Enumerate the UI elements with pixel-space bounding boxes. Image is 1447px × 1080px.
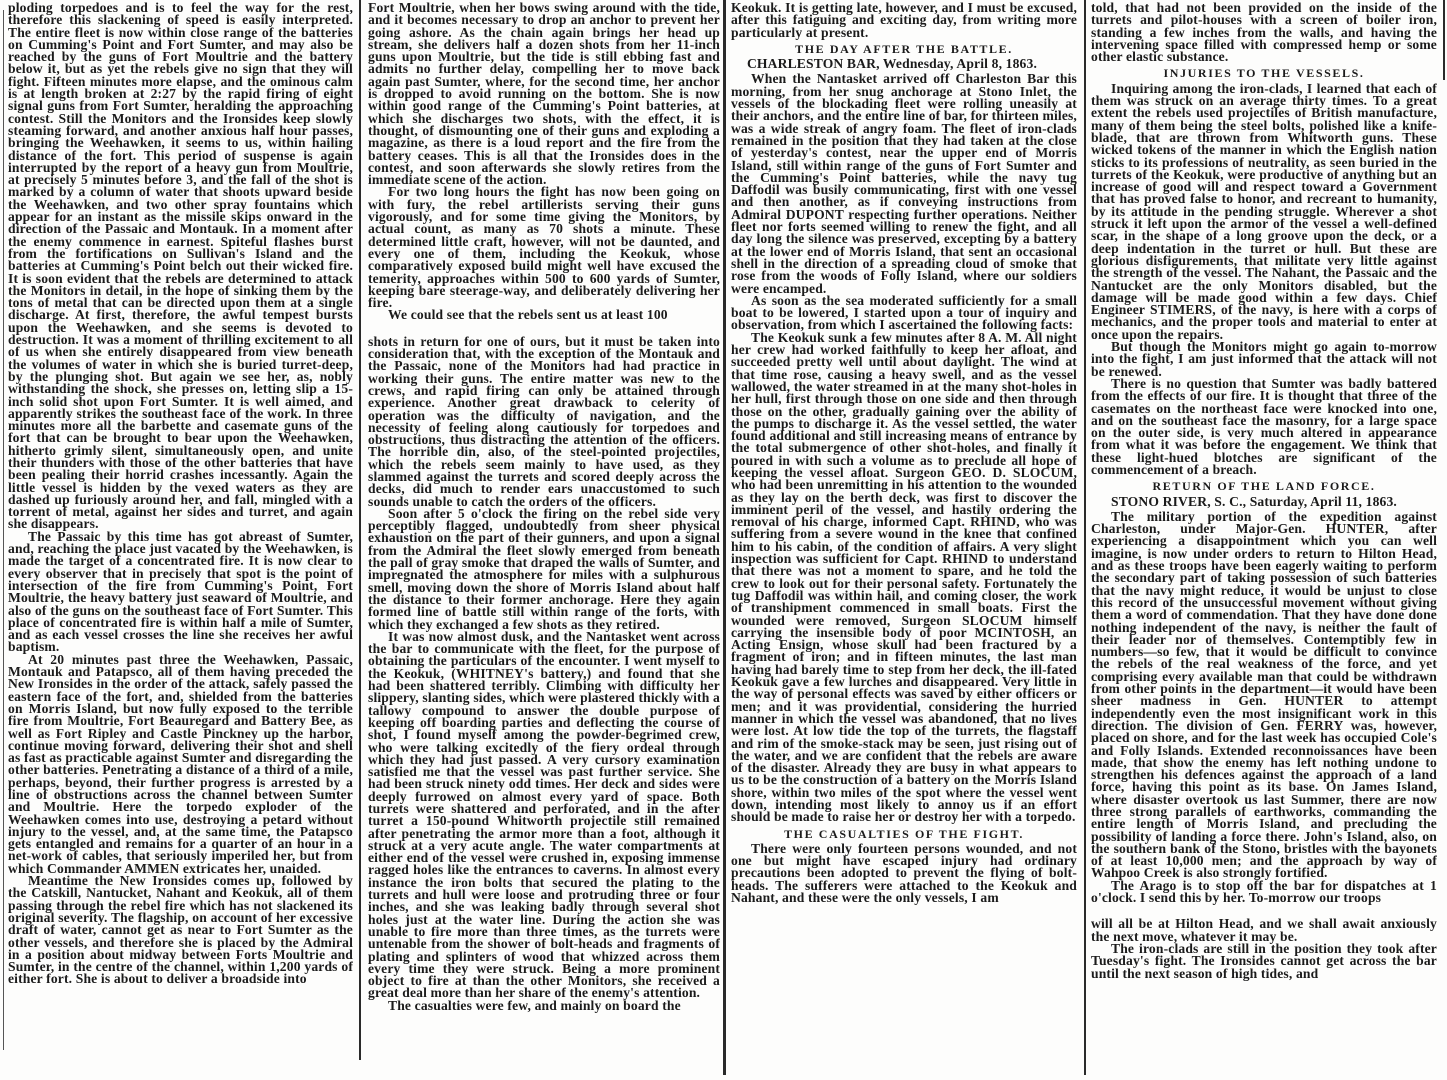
article-paragraph: The Passaic by this time has got abreast of Sumter, and, reaching the place just vacated by the Weehawken, is made the target of a concentrated fire. It is now clear to every observer that in precisely that spot is the point of intersection of the fire from Cumming's Point, Fort Moultrie, the heavy battery just seaward of Moultrie, and also of the guns on the southeast face of Fort Sumter. This place of concentrated fire is within half a mile of Sumter, and as each vessel crosses the line she receives her awful baptism. xyxy=(8,528,353,655)
article-paragraph: The casualties were few, and mainly on board the xyxy=(388,997,681,1013)
column-rule-1 xyxy=(359,0,361,1060)
column-rule-right xyxy=(1443,0,1445,80)
section-heading: THE DAY AFTER THE BATTLE. xyxy=(795,41,1013,56)
article-paragraph: At 20 minutes past three the Weehawken, Passaic, Montauk and Patapsco, all of them having preceded the New Ironsides in the order of the attack, safely passed the eastern face of the fort, and, shielded from the batteries on Morris Island, but now fully exposed to the terrible fire from Moultrie, Fort Beauregard and Battery Bee, as well as Fort Ripley and Castle Pinckney up the harbor, continue moving forward, delivering their shot and shell as fast as practicable against Sumter and disregarding the other batteries. Penetrating a distance of a third of a mile, perhaps, beyond, their further progress is arrested by a line of obstructions across the channel between Sumter and Moultrie. Here the torpedo exploder of the Weehawken comes into use, destroying a petard without injury to the vessel, and, at the same time, the Patapsco gets entangled and remains for a quarter of an hour in a net-work of cables, that seriously imperiled her, but from which Commander AMMEN extricates her, unaided. xyxy=(8,651,353,876)
article-paragraph: When the Nantasket arrived off Charleston Bar this morning, from her snug anchorage at Stono Inlet, the vessels of the blockading fleet were rolling uneasily at their anchors, and the entire line of bar, for thirteen miles, was a wide streak of angry foam. The fleet of iron-clads remained in the position that they had taken at the close of yesterday's contest, near the upper end of Morris Island, still within range of the guns of Fort Sumter and the Cumming's Point batteries, while the navy tug Daffodil was busily communicating, first with one vessel and then another, as if conveying instructions from Admiral DUPONT respecting further operations. Neither fleet nor forts seemed willing to renew the fight, and all day long the silence was preserved, excepting by a battery at the lower end of Morris Island, that sent an occasional shell in the direction of a spreading cloud of smoke that rose from the woods of Folly Island, where our soldiers were encamped. xyxy=(731,71,1077,296)
article-paragraph: The Keokuk sunk a few minutes after 8 A. M. All night her crew had worked faithfully to keep her afloat, and succeeded pretty well until about daylight. The wind at that time rose, causing a heavy swell, and as the vessel wallowed, the water streamed in at the many shot-holes in her hull, first through those on one side and then through those on the other, gradually gaining over the ability of the pumps to discharge it. As the vessel settled, the water found additional and still increasing means of entrance by the total submergence of other shot-holes, and finally it poured in with such a volume as to preclude all hope of keeping the vessel afloat. Surgeon GEO. D. SLOCUM, who had been unremitting in his attention to the wounded as they lay on the berth deck, was first to discover the imminent peril of the vessel, and hastily ordering the removal of his charge, informed Capt. RHIND, who was suffering from a severe wound in the knee that confined him to his cabin, of the condition of affairs. A very slight inspection was sufficient for Capt. RHIND to understand that there was not a moment to spare, and he told the crew to look out for their personal safety. Fortunately the tug Daffodil was within hail, and coming closer, the work of transhipment commenced in small boats. First the wounded were removed, Surgeon SLOCUM himself carrying the insensible body of poor MCINTOSH, an Acting Ensign, whose skull had been fractured by a fragment of iron; and in fifteen minutes, the last man having had barely time to step from her deck, the ill-fated Keokuk gave a few lurches and disappeared. Very little in the way of personal effects was saved by either officers or men; and it was providential, considering the hurried manner in which the vessel was abandoned, that no lives were lost. At low tide the top of the turrets, the flagstaff and rim of the smoke-stack may be seen, just rising out of the water, and we are confident that the rebels are aware of the disaster. Already they are busy in what appears to us to be the construction of a battery on the Morris Island shore, within two miles of the spot where the vessel went down, intending most likely to annoy us if an effort should be made to raise her or destroy her with a torpedo. xyxy=(731,329,1077,825)
article-paragraph: shots in return for one of ours, but it must be taken into consideration that, with the exception of the Montauk and the Passaic, none of the Monitors had had practice in working their guns. The entire matter was new to the crews, and rapid firing can only be attained through experience. Another great drawback to celerity of operation was the difficulty of navigation, and the necessity of feeling along cautiously for torpedoes and obstructions, thus distracting the attention of the officers. The horrible din, also, of the steel-pointed projectiles, which the rebels seem mainly to have used, as they slammed against the turrets and scored deeply across the decks, did much to render ears unaccustomed to such sounds unable to catch the orders of the officers. xyxy=(368,333,720,509)
article-paragraph: There is no question that Sumter was badly battered from the effects of our fire. It is thought that three of the casemates on the northeast face were knocked into one, and on the southeast face the masonry, for a large space on the outer side, is very much altered in appearance from what it was before the engagement. We think that these light-hued blotches are significant of the commencement of a breach. xyxy=(1091,375,1437,477)
article-paragraph: Soon after 5 o'clock the firing on the rebel side very perceptibly flagged, undoubtedly from sheer physical exhaustion on the part of their gunners, and upon a signal from the Admiral the fleet slowly emerged from beneath the pall of gray smoke that draped the walls of Sumter, and impregnated the atmosphere for miles with a sulphurous smell, moving down the shore of Morris Island about half the distance to their former anchorage. Here they again formed line of battle still within range of the forts, with which they exchanged a few shots as they retired. xyxy=(368,505,720,632)
column-4 xyxy=(1091,2,1437,1080)
dateline: STONO RIVER, S. C., Saturday, April 11, 1863. xyxy=(1111,493,1397,509)
article-paragraph: It was now almost dusk, and the Nantasket went across the bar to communicate with the fleet, for the purpose of obtaining the particulars of the encounter. I went myself to the Keokuk, (WHITNEY's battery,) and found that she had been shattered terribly. Climbing with difficulty her slippery, slanting sides, which were plastered thickly with a tallowy compound to answer the double purpose of keeping off boarding parties and deflecting the course of shot, I found myself among the powder-begrimed crew, who were talking excitedly of the fiery ordeal through which they had just passed. A very cursory examination satisfied me that the vessel was past further service. She had been struck ninety odd times. Her deck and sides were deeply furrowed on almost every yard of space. Both turrets were shattered and perforated, and in the after turret a 150-pound Whitworth projectile still remained after penetrating the armor more than a foot, although it struck at a very acute angle. The water compartments at either end of the vessel were crushed in, exposing immense ragged holes like the entrances to caverns. In almost every instance the iron bolts that secured the plating to the turrets and hull were loose and protruding three or four inches, and she was leaking badly through several shot holes just at the water line. During the action she was unable to fire more than three times, as the turrets were untenable from the shower of bolt-heads and fragments of plating and splinters of wood that whizzed across them every time they were struck. Being a more prominent object to fire at than the other Monitors, she received a great deal more than her share of the enemy's attention. xyxy=(368,628,720,1001)
column-rule-left xyxy=(3,10,4,1050)
column-1 xyxy=(8,2,353,1080)
article-paragraph: Inquiring among the iron-clads, I learned that each of them was struck on an average thirty times. To a great extent the rebels used projectiles of British manufacture, many of them being the steel bolts, polished like a knife-blade, that are thrown from Whitworth guns. These wicked tokens of the manner in which the English nation sticks to its professions of neutrality, as seen buried in the turrets of the Keokuk, were productive of anything but an increase of good will and respect toward a Government that has proved false to honor, and recreant to humanity, by its attitude in the pending struggle. Wherever a shot struck it left upon the armor of the vessel a well-defined scar, in the shape of a long groove upon the deck, or a deep indentation in the turret or hull. But these are glorious disfigurements, that militate very little against the strength of the vessel. The Nahant, the Passaic and the Nantucket are the only Monitors disabled, but the damage will be made good within a few days. Chief Engineer STIMERS, of the navy, is here with a corps of mechanics, and the proper tools and material to enter at once upon the repairs. xyxy=(1091,80,1437,342)
article-paragraph: told, that had not been provided on the inside of the turrets and pilot-houses with a screen of boiler iron, standing a few inches from the walls, and having the intervening space filled with compressed hemp or some other elastic substance. xyxy=(1091,2,1437,65)
article-paragraph: Fort Moultrie, when her bows swing around with the tide, and it becomes necessary to drop an anchor to prevent her going ashore. As the chain again brings her head up stream, she delivers half a dozen shots from her 11-inch guns upon Moultrie, but the tide is still ebbing fast and admits no further delay, compelling her to move back again past Sumter, where, for the second time, her anchor is dropped to avoid running on the bottom. She is now within good range of the Cumming's Point batteries, at which she discharges two shots, with the effect, it is thought, of dismounting one of their guns and exploding a magazine, as there is a loud report and the fire from the battery ceases. This is all that the Ironsides does in the contest, and soon afterwards she slowly retires from the immediate scene of the action. xyxy=(368,2,720,188)
dateline: CHARLESTON BAR, Wednesday, April 8, 1863. xyxy=(746,56,1037,72)
article-paragraph: As soon as the sea moderated sufficiently for a small boat to be lowered, I started upon a tour of inquiry and observation, from which I ascertained the following facts: xyxy=(731,292,1077,333)
article-paragraph: For two long hours the fight has now been going on with fury, the rebel artillerists serving their guns vigorously, and for some time giving the Monitors, by actual count, as many as 70 shots a minute. These determined little craft, however, will not be daunted, and every one of them, including the Keokuk, whose comparatively exposed build might well have excused the temerity, approaches within 500 to 600 yards of Sumter, keeping bare steerage-way, and deliberately delivering her fire. xyxy=(368,184,720,311)
column-rule-3 xyxy=(1084,0,1086,1075)
section-heading: THE CASUALTIES OF THE FIGHT. xyxy=(784,826,1024,841)
article-paragraph: But though the Monitors might go again to-morrow into the fight, I am just informed that the attack will not be renewed. xyxy=(1091,339,1437,379)
article-paragraph: The Arago is to stop off the bar for dispatches at 1 o'clock. I send this by her. To-morrow our troops xyxy=(1091,877,1437,906)
section-heading: INJURIES TO THE VESSELS. xyxy=(1163,66,1365,81)
article-paragraph: We could see that the rebels sent us at least 100 xyxy=(388,307,668,323)
column-2 xyxy=(368,2,720,1080)
article-paragraph: ploding torpedoes and is to feel the way for the rest, therefore this slackening of speed is easily interpreted. The entire fleet is now within close range of the batteries on Cumming's Point and Fort Sumter, and may also be reached by the guns of Fort Moultrie and the battery below it, but as yet the rebels give no sign that they will fight. Fifteen minutes more elapse, and the ominous calm is at length broken at 2:27 by the rapid firing of eight signal guns from Fort Sumter, heralding the approaching contest. Still the Monitors and the Ironsides keep slowly steaming forward, and another anxious half hour passes, bringing the Weehawken, it seems to us, within hailing distance of the fort. This period of suspense is again interrupted by the report of a heavy gun from Moultrie, at precisely 5 minutes before 3, and the fall of the shot is marked by a column of water that shoots upward beside the Weehawken, and two other spray fountains which appear for an instant as the missile skips onward in the direction of the Passaic and Montauk. In a moment after the enemy commence in earnest. Spiteful flashes burst from the fortifications on Sullivan's Island and the batteries at Cumming's Point belch out their wicked fire. It is soon evident that the rebels are determined to attack the Monitors in detail, in the hope of sinking them by the tons of metal that can be directed upon them at a single discharge. At first, therefore, the awful tempest bursts upon the Weehawken, and she seems is devoted to destruction. It was a moment of thrilling excitement to all of us when she entirely disappeared from view beneath the volumes of water in which she is buried turret-deep, by the plunging shot. But again we see her, as, nobly withstanding the shock, she presses on, letting slip a 15-inch solid shot upon Fort Sumter. It is well aimed, and apparently strikes the southeast face of the work. In three minutes more all the barbette and casemate guns of the fort that can be brought to bear upon the Weehawken, hitherto grimly silent, simultaneously open, and unite their thunders with those of the other batteries that have been pealing their horrid crashes incessantly. Again the little vessel is hidden by the vexed waters as they are dashed up furiously around her, and fall, mingled with a torrent of metal, against her sides and turret, and again she disappears. xyxy=(8,2,353,532)
article-paragraph: The iron-clads are still in the position they took after Tuesday's fight. The Ironsides cannot get across the bar until the next season of high tides, and xyxy=(1091,940,1437,981)
article-paragraph: will all be at Hilton Head, and we shall await anxiously the next move, whatever it may be. xyxy=(1091,916,1437,944)
article-paragraph: Meantime the New Ironsides comes up, followed by the Catskill, Nantucket, Nahant and Keokuk, all of them passing through the rebel fire which has not slackened its original severity. The flagship, on account of her excessive draft of water, cannot get as near to Fort Sumter as the other vessels, and therefore she is placed by the Admiral in a position about midway between Forts Moultrie and Sumter, in the centre of the channel, within 1,200 yards of either fort. She is about to deliver a broadside into xyxy=(8,873,353,987)
article-paragraph: Keokuk. It is getting late, however, and I must be excused, after this fatiguing and exciting day, from writing more particularly at present. xyxy=(731,2,1077,40)
article-paragraph: The military portion of the expedition against Charleston, under Major-Gen. HUNTER, after experiencing a disappointment which you can well imagine, is now under orders to return to Hilton Head, and as these troops have been eagerly waiting to perform the secondary part of taking possession of such batteries that the navy might reduce, it would be unjust to close this record of the unsuccessful movement without giving them a word of commendation. That they have done done nothing independent of the navy, is neither the fault of their leader nor of themselves. Contemptibly few in numbers—so few, that it would be difficult to convince the rebels of the real weakness of the force, and yet comprising every available man that could be withdrawn from other points in the department—it would have been sheer madness in Gen. HUNTER to attempt independently even the most insignificant work in this direction. The division of Gen. FERRY was, however, placed on shore, and for the last week has occupied Cole's and Folly Islands. Extended reconnoissances have been made, that show the enemy has left nothing undone to strengthen his defences against the approach of a land force, having this point as its base. On James Island, where disaster overtook us last Summer, there are now three strong parallels of earthworks, commanding the entire length of Morris Island, and precluding the possibility of landing a force there. John's Island, also, on the southern bank of the Stono, bristles with the bayonets of at least 10,000 men; and the approach by way of Wahpoo Creek is also strongly fortified. xyxy=(1091,508,1437,881)
section-heading: RETURN OF THE LAND FORCE. xyxy=(1152,479,1376,494)
column-3 xyxy=(731,2,1077,1080)
article-paragraph: There were only fourteen persons wounded, and not one but might have escaped injury had ordinary precautions been adopted to prevent the flying of bolt-heads. The sufferers were attached to the Keokuk and Nahant, and these were the only vessels, I am xyxy=(731,840,1077,906)
column-rule-2 xyxy=(723,0,726,1075)
